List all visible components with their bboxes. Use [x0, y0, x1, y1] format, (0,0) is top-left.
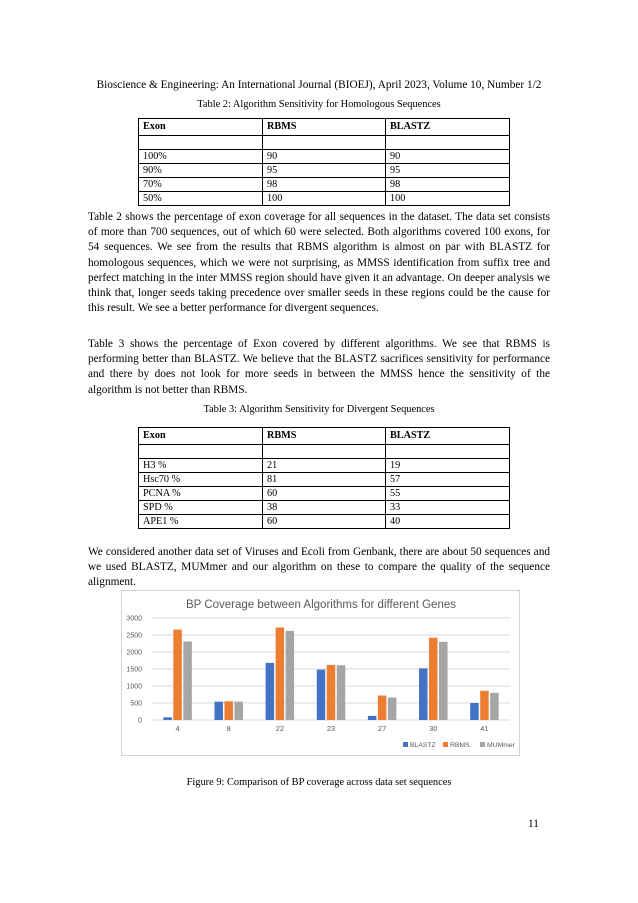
table-row [139, 515, 510, 529]
table-cell: 38 [263, 501, 386, 515]
table-row [139, 459, 510, 473]
table-cell: 40 [386, 515, 510, 529]
table-cell: 90% [139, 164, 263, 178]
table-cell: H3 % [139, 459, 263, 473]
bar-blastz-30 [419, 668, 428, 720]
x-tick-label: 30 [429, 724, 438, 733]
figure-caption: Figure 9: Comparison of BP coverage across data set sequences [186, 777, 452, 788]
table-cell: SPD % [139, 501, 263, 515]
paragraph-1: Table 2 shows the percentage of exon coverage for all sequences in the dataset. The data set consists of more than 700 sequences, out of which 60 were selected. Both algorithms covered 100 exons, for 54 sequences. We see from the results that RBMS algorithm is almost on par with BLASTZ for homologous sequences, which we were not surprising, as MMSS identification from suffix tree and perfect matching in the inter MMSS region should have given it an advantage. On deeper analysis we think that, longer seeds taking precedence over smaller seeds in these regions could be the cause for this result. We see a better performance for divergent sequences. [88, 211, 550, 315]
bar-blastz-4 [163, 717, 172, 720]
running-header: Bioscience & Engineering: An International Journal (BIOEJ), April 2023, Volume 10, Number 1/2 [96, 79, 542, 91]
column-header: Exon [139, 119, 263, 136]
table-cell: 98 [263, 178, 386, 192]
table-cell [386, 445, 510, 459]
table-cell [263, 136, 386, 150]
legend-label: BLASTZ [410, 742, 436, 749]
y-tick-label: 0 [138, 717, 142, 725]
table-header-row [139, 119, 510, 136]
table-cell: 60 [263, 515, 386, 529]
table3 [138, 427, 510, 529]
legend-label: MUMmer [487, 742, 515, 749]
chart-title: BP Coverage between Algorithms for different Genes [186, 599, 456, 611]
bar-rbms-8 [224, 701, 233, 720]
bar-mummer-23 [337, 665, 346, 720]
x-tick-label: 4 [175, 724, 180, 733]
legend-swatch-rbms [443, 742, 448, 747]
table-cell: PCNA % [139, 487, 263, 501]
column-header: Exon [139, 428, 263, 445]
table-row [139, 445, 510, 459]
bar-rbms-4 [173, 630, 182, 720]
table-cell: 19 [386, 459, 510, 473]
column-header: BLASTZ [386, 428, 510, 445]
table-cell [139, 136, 263, 150]
table-cell: 90 [263, 150, 386, 164]
y-tick-label: 2500 [126, 632, 142, 640]
bar-blastz-41 [470, 703, 479, 720]
table-cell: 21 [263, 459, 386, 473]
table-cell: 100 [386, 192, 510, 206]
table-cell: 95 [386, 164, 510, 178]
table2-caption: Table 2: Algorithm Sensitivity for Homologous Sequences [197, 99, 441, 110]
table3-grid [138, 427, 510, 529]
x-tick-label: 23 [326, 724, 336, 733]
x-tick-label: 22 [275, 724, 285, 733]
bar-mummer-30 [439, 642, 448, 720]
bar-mummer-4 [183, 641, 192, 720]
bar-rbms-41 [480, 691, 489, 720]
y-tick-label: 1000 [126, 683, 142, 691]
table-row [139, 164, 510, 178]
table-cell: 100% [139, 150, 263, 164]
bar-rbms-30 [429, 638, 438, 720]
legend-swatch-mummer [480, 742, 485, 747]
bar-mummer-8 [234, 702, 243, 720]
bar-rbms-27 [378, 696, 387, 720]
y-tick-label: 2000 [126, 649, 142, 657]
table-cell: 57 [386, 473, 510, 487]
table-row [139, 150, 510, 164]
column-header: RBMS [263, 119, 386, 136]
x-tick-label: 27 [377, 724, 387, 733]
table2-grid [138, 118, 510, 206]
bar-blastz-27 [368, 716, 377, 720]
legend-swatch-blastz [403, 742, 408, 747]
table-cell: 70% [139, 178, 263, 192]
legend-label: RBMS [450, 742, 470, 749]
table-cell [263, 445, 386, 459]
table2 [138, 118, 510, 206]
table-cell: 95 [263, 164, 386, 178]
table-cell: 100 [263, 192, 386, 206]
table3-caption: Table 3: Algorithm Sensitivity for Divergent Sequences [203, 404, 435, 415]
table-cell: Hsc70 % [139, 473, 263, 487]
y-tick-label: 500 [130, 700, 142, 708]
column-header: RBMS [263, 428, 386, 445]
table-cell: 60 [263, 487, 386, 501]
bar-blastz-22 [266, 663, 275, 720]
table-cell: 55 [386, 487, 510, 501]
bp-coverage-chart [121, 590, 520, 756]
bar-mummer-41 [490, 693, 499, 720]
paragraph-3: We considered another data set of Viruses and Ecoli from Genbank, there are about 50 sequences and we used BLASTZ, MUMmer and our algorithm on these to compare the quality of the sequence alignment. [88, 546, 550, 589]
bar-blastz-23 [317, 670, 326, 720]
table-row [139, 178, 510, 192]
table-cell [139, 445, 263, 459]
table-row [139, 473, 510, 487]
bar-rbms-22 [276, 628, 285, 720]
y-tick-label: 1500 [126, 666, 142, 674]
table-cell: 98 [386, 178, 510, 192]
table-row [139, 501, 510, 515]
table-cell: 90 [386, 150, 510, 164]
table-cell: APE1 % [139, 515, 263, 529]
bp-coverage-chart-svg [122, 591, 519, 755]
x-tick-label: 8 [226, 724, 231, 733]
table-row [139, 136, 510, 150]
table-cell [386, 136, 510, 150]
bar-mummer-27 [388, 698, 397, 720]
paragraph-2: Table 3 shows the percentage of Exon covered by different algorithms. We see that RBMS is performing better than BLASTZ. We believe that the BLASTZ sacrifices sensitivity for performance and there by does not look for more seeds in between the MMSS hence the sensitivity of the algorithm is not better than RBMS. [88, 338, 550, 396]
table-cell: 81 [263, 473, 386, 487]
table-header-row [139, 428, 510, 445]
column-header: BLASTZ [386, 119, 510, 136]
bar-mummer-22 [286, 631, 295, 720]
table-cell: 50% [139, 192, 263, 206]
bar-blastz-8 [214, 702, 223, 720]
bar-rbms-23 [327, 665, 336, 720]
y-tick-label: 3000 [126, 615, 142, 623]
table-row [139, 487, 510, 501]
table-row [139, 192, 510, 206]
x-tick-label: 41 [480, 724, 489, 733]
page-number: 11 [528, 818, 539, 830]
table-cell: 33 [386, 501, 510, 515]
